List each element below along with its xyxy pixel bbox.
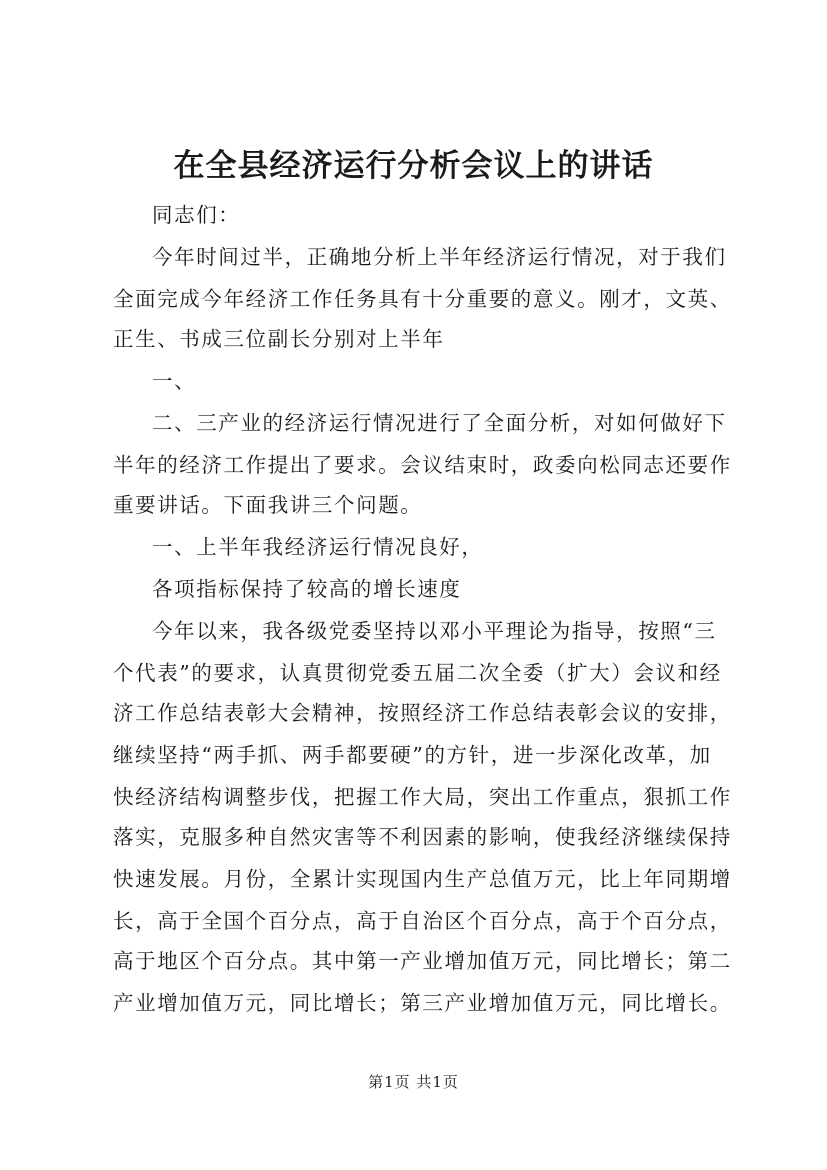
body-line: 继续坚持“两手抓、两手都要硬”的方针，进一步深化改革，加 (113, 743, 712, 767)
body-line: 重要讲话。下面我讲三个问题。 (113, 493, 423, 517)
body-line: 今年时间过半，正确地分析上半年经济运行情况，对于我们 (152, 245, 727, 269)
body-line: 正生、书成三位副长分别对上半年 (113, 327, 445, 351)
page-number-footer: 第1页 共1页 (368, 1073, 459, 1091)
section-heading: 各项指标保持了较高的增长速度 (152, 577, 462, 601)
body-line: 落实，克服多种自然灾害等不利因素的影响，使我经济继续保持 (113, 825, 732, 849)
body-line: 全面完成今年经济工作任务具有十分重要的意义。刚才，文英、 (113, 287, 732, 311)
body-line: 高于地区个百分点。其中第一产业增加值万元，同比增长；第二 (113, 949, 732, 973)
document-title: 在全县经济运行分析会议上的讲话 (173, 148, 654, 184)
body-line: 济工作总结表彰大会精神，按照经济工作总结表彰会议的安排， (113, 701, 732, 725)
section-heading: 一、上半年我经济运行情况良好， (152, 535, 484, 559)
body-line: 个代表”的要求，认真贯彻党委五届二次全委（扩大）会议和经 (113, 661, 722, 685)
body-line: 一、 (152, 369, 197, 393)
body-line: 快速发展。月份，全累计实现国内生产总值万元，比上年同期增 (113, 867, 732, 891)
body-line: 二、三产业的经济运行情况进行了全面分析，对如何做好下 (152, 411, 727, 435)
body-line: 今年以来，我各级党委坚持以邓小平理论为指导，按照“三 (152, 619, 717, 643)
body-line: 产业增加值万元，同比增长；第三产业增加值万元，同比增长。 (113, 991, 732, 1015)
body-line: 半年的经济工作提出了要求。会议结束时，政委向松同志还要作 (113, 453, 732, 477)
body-line: 长，高于全国个百分点，高于自治区个百分点，高于个百分点， (113, 909, 732, 933)
body-line: 快经济结构调整步伐，把握工作大局，突出工作重点，狠抓工作 (113, 785, 732, 809)
salutation: 同志们： (152, 203, 241, 227)
